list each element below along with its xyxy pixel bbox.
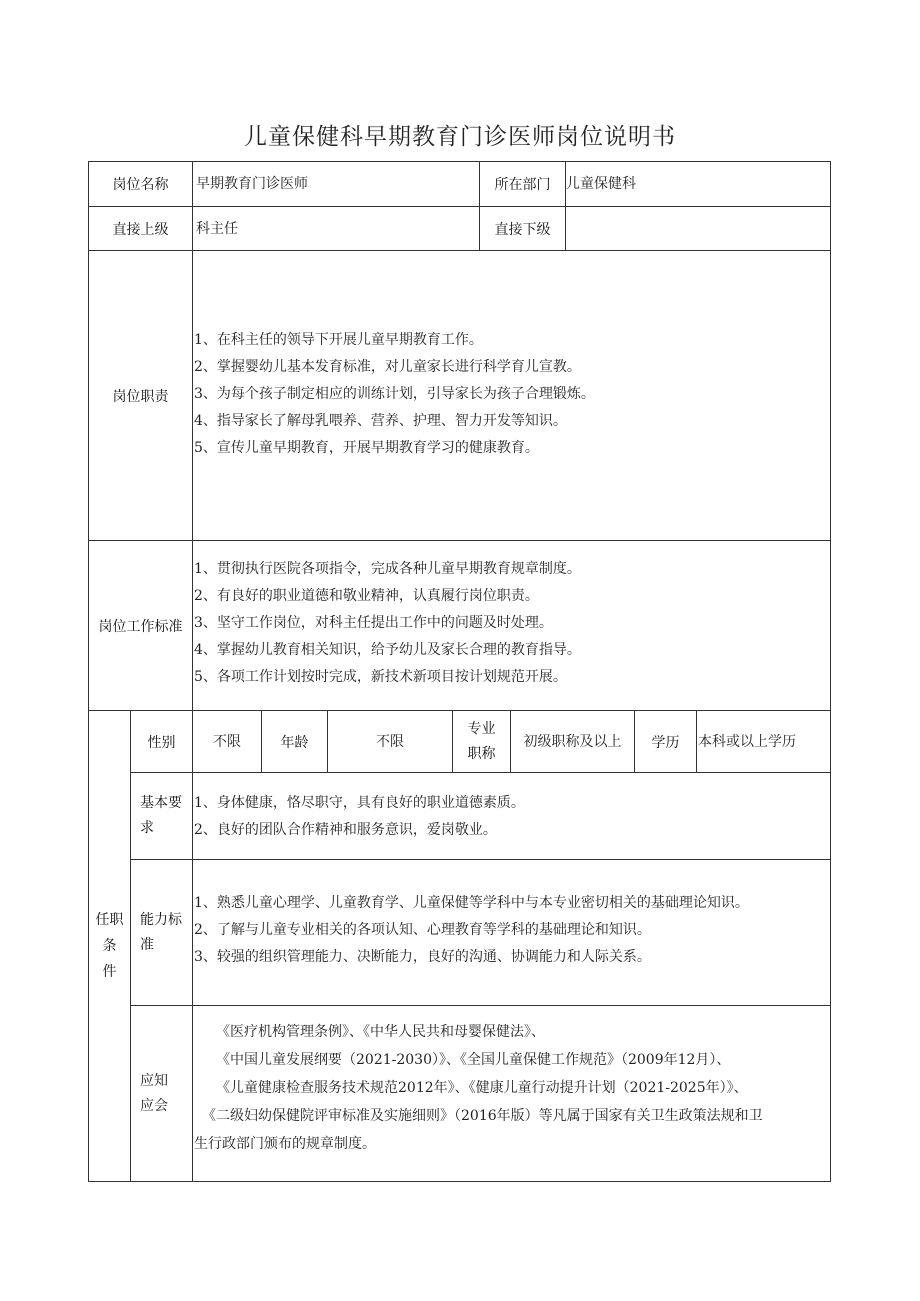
document-title: 儿童保健科早期教育门诊医师岗位说明书 (244, 124, 676, 150)
age-label: 年龄 (280, 734, 309, 751)
subordinate-value (566, 207, 828, 250)
standards-label: 岗位工作标准 (98, 618, 183, 635)
ability-item: 2、了解与儿童专业相关的各项认知、心理教育等学科的基础理论和知识。 (194, 922, 651, 938)
basic-label-line: 基本要 (140, 795, 182, 811)
row-divider (130, 772, 831, 773)
ability-standards-label (140, 860, 192, 1005)
basic-item: 1、身体健康，恪尽职守，具有良好的职业道德素质。 (194, 795, 525, 811)
row-divider (88, 540, 831, 541)
education-value: 本科或以上学历 (698, 733, 796, 750)
qualifications-label-line: 条 (102, 938, 117, 954)
basic-requirements-label (140, 773, 192, 859)
table-border-bottom (88, 1181, 831, 1182)
ability-label-line: 准 (140, 936, 154, 953)
knowledge-line: 《医疗机构管理条例》、《中华人民共和母婴保健法》、 (216, 1024, 545, 1040)
required-knowledge-label (140, 1006, 192, 1181)
duty-item: 5、宣传儿童早期教育，开展早期教育学习的健康教育。 (194, 440, 539, 456)
standard-item: 2、有良好的职业道德和敬业精神，认真履行岗位职责。 (194, 588, 539, 604)
duties-label: 岗位职责 (112, 388, 169, 405)
gender-label: 性别 (147, 734, 176, 751)
ability-standards-list (194, 890, 749, 971)
basic-requirements-list (194, 790, 525, 844)
col-divider (130, 710, 131, 1181)
position-name-label: 岗位名称 (112, 177, 169, 193)
col-divider (696, 710, 697, 772)
ability-item: 3、较强的组织管理能力、决断能力，良好的沟通、协调能力和人际关系。 (194, 949, 651, 965)
qualifications-label-line: 件 (102, 964, 117, 980)
required-knowledge-text (194, 1018, 763, 1158)
col-divider (192, 710, 193, 1181)
duty-item: 1、在科主任的领导下开展儿童早期教育工作。 (194, 332, 483, 348)
standards-list (194, 556, 581, 691)
ability-item: 1、熟悉儿童心理学、儿童教育学、儿童保健等学科中与本专业密切相关的基础理论知识。 (194, 895, 749, 911)
row-divider (130, 859, 831, 860)
duty-item: 3、为每个孩子制定相应的训练计划，引导家长为孩子合理锻炼。 (194, 386, 595, 402)
knowledge-label-line: 应会 (140, 1097, 168, 1114)
row-divider (88, 250, 831, 251)
superior-label: 直接上级 (112, 221, 169, 238)
job-description-table (88, 161, 831, 1182)
duties-list (194, 327, 595, 462)
department-label: 所在部门 (494, 177, 551, 193)
title-label (453, 711, 510, 772)
position-name-value: 早期教育门诊医师 (196, 176, 308, 192)
table-border-right (830, 161, 831, 1182)
basic-item: 2、良好的团队合作精神和服务意识，爱岗敬业。 (194, 822, 497, 838)
gender-value: 不限 (213, 733, 241, 750)
standard-item: 3、坚守工作岗位，对科主任提出工作中的问题及时处理。 (194, 615, 553, 631)
basic-label-line: 求 (140, 820, 154, 836)
age-value: 不限 (376, 733, 404, 750)
duty-item: 2、掌握婴幼儿基本发育标准，对儿童家长进行科学育儿宣教。 (194, 359, 581, 375)
qualifications-label (89, 711, 130, 1181)
knowledge-line: 《儿童健康检查服务技术规范2012年》、《健康儿童行动提升计划（2021-2025年）》、 (216, 1080, 748, 1096)
ability-label-line: 能力标 (140, 911, 182, 928)
title-value: 初级职称及以上 (523, 733, 622, 750)
qualifications-label-line: 任职 (95, 912, 124, 928)
standard-item: 5、各项工作计划按时完成，新技术新项目按计划规范开展。 (194, 669, 567, 685)
subordinate-label: 直接下级 (494, 221, 551, 238)
knowledge-line: 生行政部门颁布的规章制度。 (194, 1136, 376, 1152)
education-label: 学历 (651, 734, 680, 751)
knowledge-label-line: 应知 (140, 1072, 168, 1089)
row-divider (130, 1005, 831, 1006)
title-label-line: 专业 (467, 720, 496, 737)
standard-item: 4、掌握幼儿教育相关知识，给予幼儿及家长合理的教育指导。 (194, 642, 581, 658)
duty-item: 4、指导家长了解母乳喂养、营养、护理、智力开发等知识。 (194, 413, 567, 429)
knowledge-line: 《中国儿童发展纲要（2021-2030）》、《全国儿童保健工作规范》（2009年12月）、 (216, 1052, 731, 1068)
standard-item: 1、贯彻执行医院各项指令，完成各种儿童早期教育规章制度。 (194, 561, 581, 577)
superior-value: 科主任 (196, 220, 238, 237)
knowledge-line: 《二级妇幼保健院评审标准及实施细则》（2016年版）等凡属于国家有关卫生政策法规和卫 (202, 1108, 763, 1124)
title-label-line: 职称 (467, 745, 496, 762)
col-divider (192, 161, 193, 710)
department-value: 儿童保健科 (566, 176, 636, 192)
